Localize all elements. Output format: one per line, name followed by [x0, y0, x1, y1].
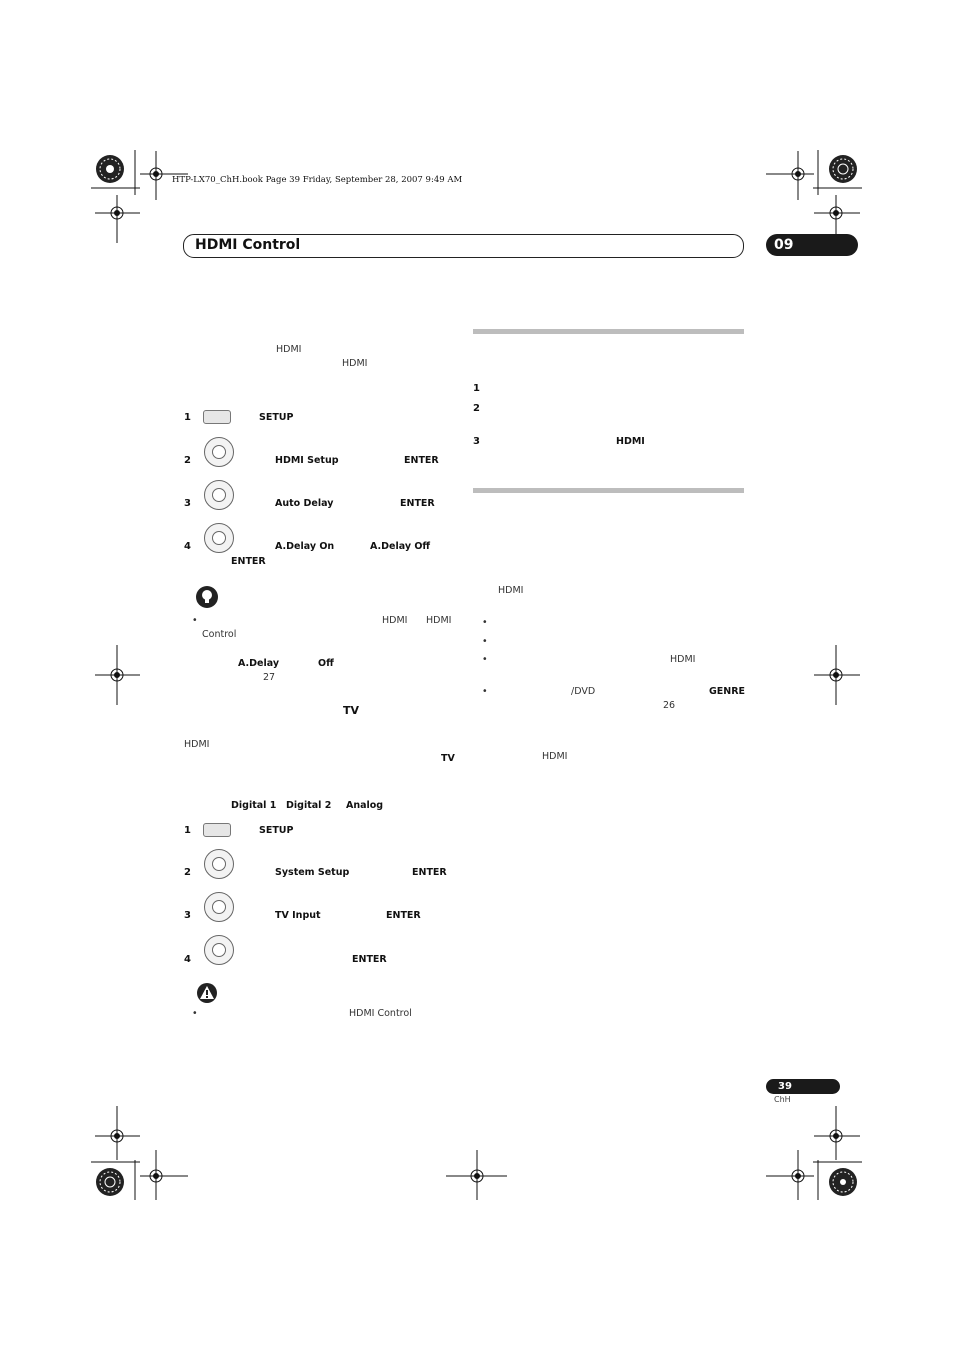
- right-step3-number: 3: [473, 436, 480, 447]
- tip-hdmi-a: HDMI: [382, 615, 408, 626]
- step-b1-number: 1: [184, 825, 191, 836]
- right-tail-hdmi: HDMI: [542, 751, 568, 762]
- right-bullet-1: •: [482, 617, 488, 628]
- step-a4-enter: ENTER: [231, 556, 266, 567]
- step-a1-number: 1: [184, 412, 191, 423]
- tv-option-digital2: Digital 2: [286, 800, 332, 811]
- step-b4-number: 4: [184, 954, 191, 965]
- step-b3-enter: ENTER: [386, 910, 421, 921]
- right-bullet4-ref: 26: [663, 700, 676, 711]
- step-a3-key: Auto Delay: [275, 498, 334, 509]
- section-divider: [473, 329, 744, 334]
- tip-off: Off: [318, 658, 334, 669]
- tv-option-digital1: Digital 1: [231, 800, 277, 811]
- page-number: 39: [766, 1079, 840, 1094]
- caution-text: HDMI Control: [349, 1008, 412, 1019]
- navigation-wheel-icon: [204, 892, 234, 922]
- tip-page-ref: 27: [263, 672, 276, 683]
- step-a4-number: 4: [184, 541, 191, 552]
- navigation-wheel-icon: [204, 480, 234, 510]
- step-a1-key: SETUP: [259, 412, 294, 423]
- step-a3-number: 3: [184, 498, 191, 509]
- step-a4-option-off: A.Delay Off: [370, 541, 431, 552]
- chapter-badge: 09: [766, 234, 858, 256]
- step-b2-key: System Setup: [275, 867, 350, 878]
- right-bullet3-hdmi: HDMI: [670, 654, 696, 665]
- tv-heading: TV: [343, 704, 360, 717]
- tip-adelay: A.Delay: [238, 658, 280, 669]
- right-bullet-3: •: [482, 654, 488, 665]
- step-a2-key: HDMI Setup: [275, 455, 339, 466]
- step-b2-number: 2: [184, 867, 191, 878]
- step-b4-enter: ENTER: [352, 954, 387, 965]
- tip-lightbulb-icon: [195, 585, 219, 609]
- tip-bullet: •: [192, 615, 198, 626]
- tv-key: TV: [441, 753, 455, 764]
- language-code: ChH: [774, 1095, 791, 1104]
- navigation-wheel-icon: [204, 523, 234, 553]
- tip-hdmi-b: HDMI: [426, 615, 452, 626]
- right-step1-number: 1: [473, 383, 480, 394]
- tv-option-analog: Analog: [346, 800, 384, 811]
- caution-icon: [196, 982, 218, 1004]
- navigation-wheel-icon: [204, 437, 234, 467]
- step-a3-enter: ENTER: [400, 498, 435, 509]
- intro-hdmi-2: HDMI: [342, 358, 368, 369]
- right-bullet-4: •: [482, 686, 488, 697]
- setup-button-icon: [203, 410, 231, 424]
- caution-bullet: •: [192, 1008, 198, 1019]
- step-a2-enter: ENTER: [404, 455, 439, 466]
- section-divider: [473, 488, 744, 493]
- right-step3-key: HDMI: [616, 436, 645, 447]
- right-bullet4-dvd: /DVD: [571, 686, 596, 697]
- tv-hdmi: HDMI: [184, 739, 210, 750]
- right-hdmi: HDMI: [498, 585, 524, 596]
- step-b3-key: TV Input: [275, 910, 321, 921]
- intro-hdmi-1: HDMI: [276, 344, 302, 355]
- book-info: HTP-LX70_ChH.book Page 39 Friday, September 28, 2007 9:49 AM: [172, 175, 463, 185]
- navigation-wheel-icon: [204, 849, 234, 879]
- step-b3-number: 3: [184, 910, 191, 921]
- step-a2-number: 2: [184, 455, 191, 466]
- step-b1-key: SETUP: [259, 825, 294, 836]
- tip-control: Control: [202, 629, 237, 640]
- right-bullet-2: •: [482, 636, 488, 647]
- navigation-wheel-icon: [204, 935, 234, 965]
- step-a4-option-on: A.Delay On: [275, 541, 335, 552]
- right-bullet4-genre: GENRE: [709, 686, 746, 697]
- page-title: HDMI Control: [195, 237, 301, 253]
- setup-button-icon: [203, 823, 231, 837]
- step-b2-enter: ENTER: [412, 867, 447, 878]
- right-step2-number: 2: [473, 403, 480, 414]
